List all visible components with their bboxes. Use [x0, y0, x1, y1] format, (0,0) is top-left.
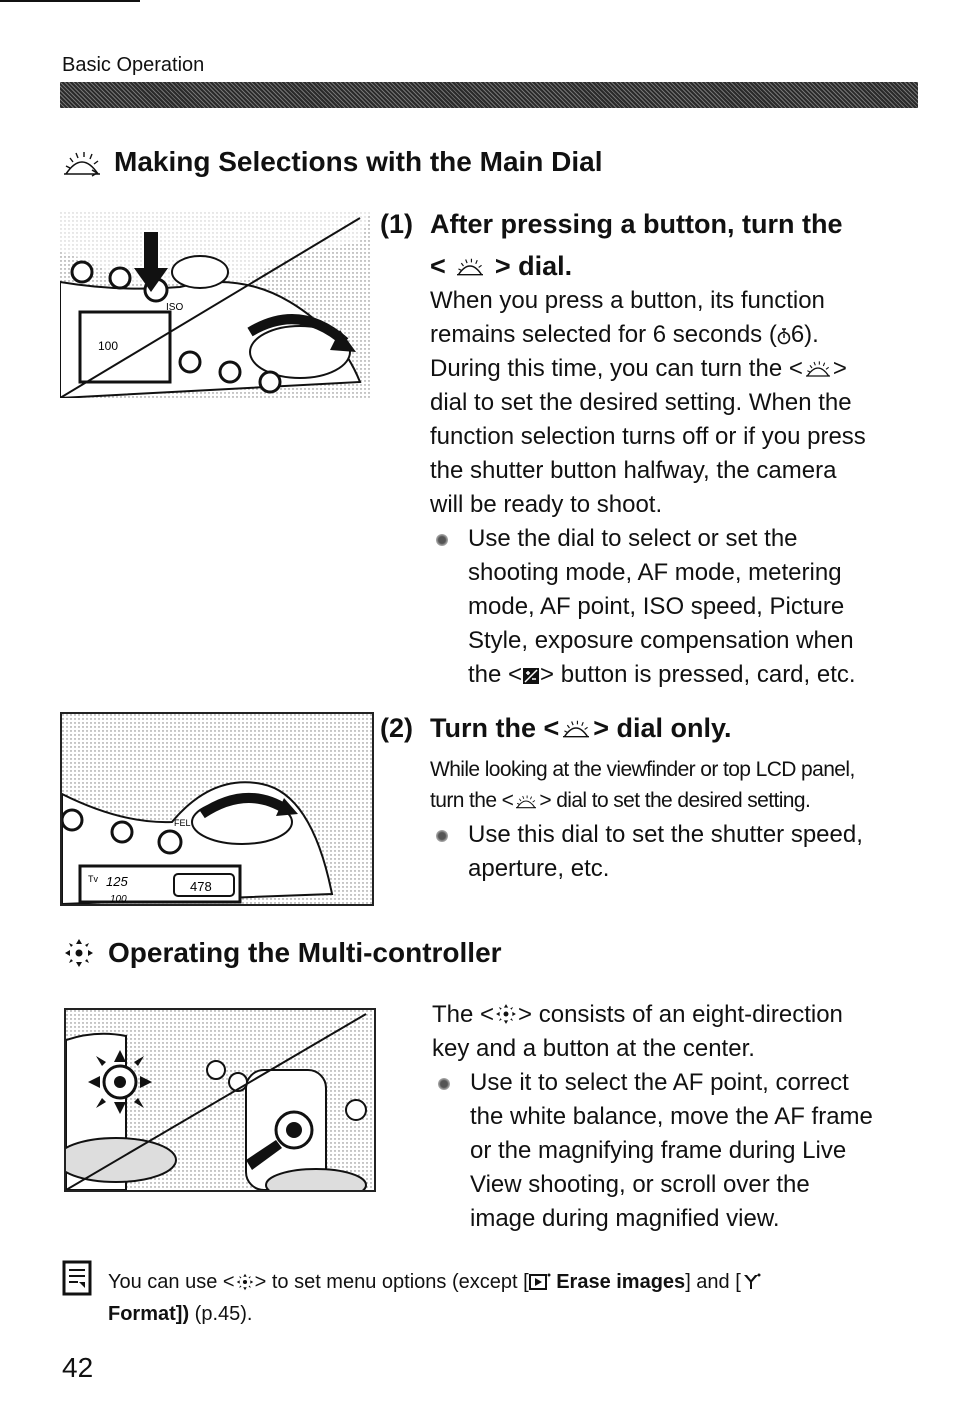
note-erase-images: Erase images: [556, 1271, 686, 1293]
playback-menu-icon: [529, 1272, 551, 1292]
setup-menu-icon: [741, 1272, 761, 1292]
bullet-line: Use the dial to select or set the: [468, 525, 798, 552]
main-dial-icon: [513, 791, 539, 811]
multi-bullet: [432, 1066, 932, 1236]
exposure-compensation-icon: [522, 666, 540, 686]
main-dial-icon: [453, 253, 487, 279]
step-1-body-text: >: [832, 355, 847, 382]
bullet-icon: [436, 534, 448, 546]
step-1-body-line: dial to set the desired setting. When the: [430, 389, 852, 416]
bullet-line: Style, exposure compensation when: [468, 627, 854, 654]
main-dial-icon: [803, 356, 833, 380]
step-1-bullet: [430, 522, 930, 692]
step-1-title-dial: > dial.: [494, 251, 573, 281]
step-2-bullet: [430, 818, 954, 886]
note-format: Format]): [108, 1303, 190, 1325]
step-1-body-line: will be ready to shoot.: [430, 491, 663, 518]
bullet-text: the <: [468, 661, 523, 688]
note-line-2: [108, 1298, 928, 1330]
step-2-body-text: > dial to set the desired setting.: [539, 789, 811, 812]
multi-body-text: The <: [432, 1001, 495, 1028]
step-2-title-text: Turn the <: [430, 713, 560, 743]
bullet-line: shooting mode, AF mode, metering: [468, 559, 842, 586]
multi-body-line: key and a button at the center.: [432, 1035, 755, 1062]
bullet-line: Use this dial to set the shutter speed,: [468, 821, 863, 848]
step-2-number: (2): [380, 713, 413, 743]
step-1-body-line: [430, 318, 930, 352]
camera-photo-top-1: [60, 212, 370, 398]
note-text: [108, 1266, 928, 1330]
step-1-title-line2: [430, 246, 572, 286]
timer-icon: [777, 326, 791, 346]
step-1-number: (1): [380, 209, 413, 239]
step-1-body-text: During this time, you can turn the <: [430, 355, 803, 382]
step-1-body-line: the shutter button halfway, the camera: [430, 457, 837, 484]
step-2-heading: [380, 708, 920, 748]
main-dial-heading: [62, 144, 603, 180]
bullet-line: image during magnified view.: [470, 1205, 780, 1232]
fel-label: FEL: [174, 818, 191, 828]
bullet-icon: [438, 1078, 450, 1090]
main-dial-heading-text: Making Selections with the Main Dial: [114, 146, 603, 177]
bullet-line: mode, AF point, ISO speed, Picture: [468, 593, 845, 620]
step-2-body-text: turn the <: [430, 789, 514, 812]
shot-count: 478: [190, 879, 212, 894]
step-1-body-line: [430, 352, 930, 386]
step-1-heading: [380, 204, 920, 288]
camera-illustration-3: [66, 1010, 374, 1190]
step-2-body-line: While looking at the viewfinder or top LCD panel,: [430, 758, 855, 781]
bullet-line: Use it to select the AF point, correct: [470, 1069, 849, 1096]
step-2-title: [430, 708, 732, 748]
section-label: Basic Operation: [62, 54, 205, 76]
top-rule-line: [0, 0, 140, 2]
step-2-title-text: > dial only.: [593, 713, 732, 743]
bullet-line: aperture, etc.: [468, 855, 610, 882]
bullet-text: > button is pressed, card, etc.: [540, 661, 856, 688]
iso-button-label: ISO: [166, 302, 184, 313]
step-1-body-text: remains selected for 6 seconds (: [430, 321, 777, 348]
header-rule-bar: [60, 82, 918, 108]
step-1-body-seconds: 6).: [790, 321, 819, 348]
step-1-body: [430, 284, 930, 692]
bullet-line: or the magnifying frame during Live: [470, 1137, 847, 1164]
iso-value: 100: [110, 894, 127, 904]
note-icon: [62, 1260, 92, 1296]
multi-body-text: > consists of an eight-direction: [518, 1001, 843, 1028]
step-2-body-line: [430, 785, 930, 816]
step-1-title-line1: After pressing a button, turn the: [430, 209, 843, 239]
camera-photo-top-2: [60, 712, 374, 906]
camera-illustration-2: [62, 714, 372, 904]
multi-controller-icon: [235, 1272, 255, 1292]
lcd-iso-value: 100: [98, 339, 119, 353]
step-2-body: [430, 754, 930, 816]
camera-illustration-1: [60, 212, 370, 398]
main-dial-icon: [559, 715, 593, 741]
bullet-icon: [436, 830, 448, 842]
multi-controller-icon: [494, 1002, 518, 1026]
note-text-part: You can use <: [108, 1271, 235, 1293]
page-number: 42: [62, 1352, 94, 1383]
multi-controller-icon: [62, 936, 96, 970]
camera-photo-back: [64, 1008, 376, 1192]
bullet-line: the white balance, move the AF frame: [470, 1103, 873, 1130]
note-text-part: > to set menu options (except [: [254, 1271, 529, 1293]
step-1-body-line: function selection turns off or if you press: [430, 423, 866, 450]
bullet-line: [468, 658, 930, 692]
tv-label: Tv: [88, 874, 98, 884]
multi-controller-body: [432, 998, 932, 1236]
bullet-line: View shooting, or scroll over the: [470, 1171, 810, 1198]
note-line-1: [108, 1266, 928, 1298]
multi-controller-heading: [62, 936, 502, 970]
multi-controller-heading-text: Operating the Multi-controller: [108, 937, 502, 968]
note-text-part: ] and [: [685, 1271, 741, 1293]
step-1-title-lt: <: [430, 251, 446, 281]
shutter-value: 125: [106, 874, 128, 889]
main-dial-icon: [62, 144, 102, 180]
multi-body-line: [432, 998, 932, 1032]
note-text-part: (p.45).: [189, 1303, 253, 1325]
step-1-body-line: When you press a button, its function: [430, 287, 825, 314]
